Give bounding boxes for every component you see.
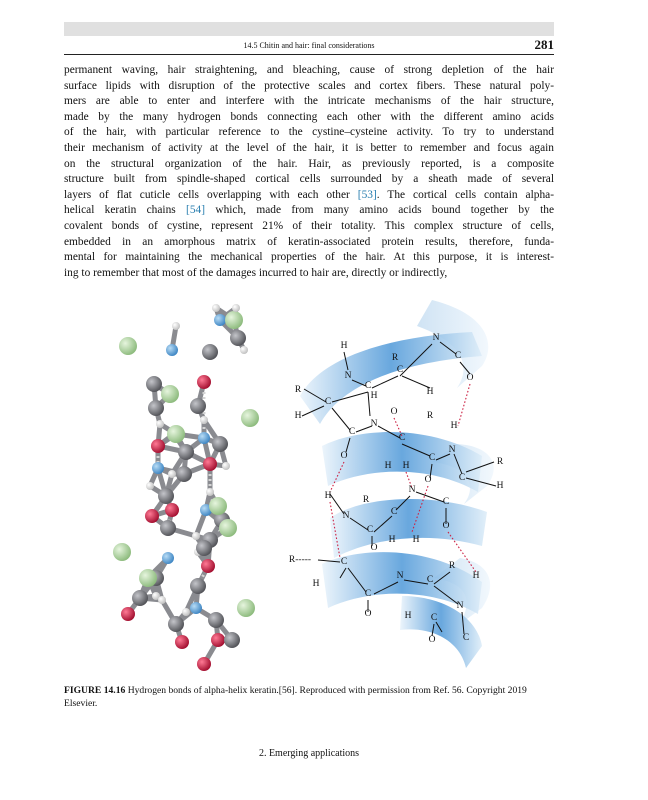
oxygen-label: O [424,475,432,485]
oxygen-atom [211,633,225,647]
side-chain-label: R [426,411,434,421]
side-chain-atom [237,599,255,617]
carbon-atom [168,616,184,632]
side-chain-label: R [496,457,504,467]
hydrogen-label: H [412,535,420,545]
nitrogen-label: N [342,511,350,521]
text-segment: permanent waving, hair straightening, and bleaching, cause of strong depletion of the hair [64,64,554,76]
nitrogen-label: N [408,485,416,495]
carbon-atom [160,520,176,536]
hydrogen-atom [146,482,154,490]
nitrogen-label: N [344,371,352,381]
text-line [64,250,554,266]
hydrogen-atom [182,608,190,616]
side-chain-atom [161,385,179,403]
oxygen-atom [121,607,135,621]
oxygen-atom [145,509,159,523]
text-segment: ing to remember that most of the damages incurred to hair are, directly or indirectly, [64,266,448,279]
carbon-atom [190,578,206,594]
figure-label: FIGURE 14.16 [64,685,126,696]
carbon-label: C [426,575,434,585]
carbon-label: C [366,525,374,535]
figure-caption-text: Hydrogen bonds of alpha-helix keratin.[56]. Reproduced with permission from Ref. 56. Copyright 2019 Elsevier. [64,685,527,709]
oxygen-atom [197,657,211,671]
oxygen-label: O [364,609,372,619]
text-segment: surface lipids with disruption of the protective scales and cortex fibers. These natural poly- [64,79,554,92]
text-line [64,141,554,157]
text-segment: . The cortical cells contain alpha- [376,188,554,201]
side-chain-atom [209,497,227,515]
oxygen-label: O [428,635,436,645]
oxygen-atom [201,559,215,573]
carbon-label: C [458,473,466,483]
side-chain-atom [119,337,137,355]
hydrogen-label: H [384,461,392,471]
carbon-label: C [390,507,398,517]
hydrogen-label: H [472,571,480,581]
text-line [64,203,554,219]
hydrogen-label: H [340,341,348,351]
carbon-atom [224,632,240,648]
carbon-atom [190,398,206,414]
oxygen-label: O [390,407,398,417]
nitrogen-label: N [396,571,404,581]
hydrogen-label: H [450,421,458,431]
nitrogen-label: N [432,333,440,343]
oxygen-atom [175,635,189,649]
text-line [64,157,554,173]
nitrogen-label: N [456,601,464,611]
side-chain-atom [241,409,259,427]
nitrogen-atom [214,314,226,326]
text-segment: which, made from many amino acids bound together by the [205,204,554,217]
side-chain-atom [167,425,185,443]
hydrogen-label: H [312,579,320,589]
hydrogen-atom [158,596,166,604]
text-line [64,125,554,141]
hydrogen-atom [192,532,200,540]
carbon-atom [230,330,246,346]
nitrogen-atom [162,552,174,564]
side-chain-atom [113,543,131,561]
side-chain-atom [139,569,157,587]
oxygen-atom [151,439,165,453]
side-chain-label: R----- [288,555,312,565]
hydrogen-label: H [496,481,504,491]
text-line [64,266,554,282]
carbon-label: C [364,589,372,599]
hydrogen-label: H [402,461,410,471]
alpha-helix-diagram [282,296,522,676]
text-line [64,110,554,126]
carbon-label: C [428,453,436,463]
carbon-atom [212,436,228,452]
page-number: 281 [534,37,554,52]
side-chain-label: R [448,561,456,571]
text-segment: helical keratin chains [64,204,187,217]
carbon-label: C [340,557,348,567]
hydrogen-label: H [388,535,396,545]
carbon-label: C [462,633,470,643]
carbon-atom [146,376,162,392]
carbon-label: C [364,381,372,391]
carbon-atom [176,466,192,482]
hydrogen-label: H [294,411,302,421]
citation-link[interactable]: [53] [357,188,377,201]
ball-and-stick-model [100,296,280,676]
hydrogen-bond [458,384,470,426]
hydrogen-atom [222,462,230,470]
side-chain-atom [225,311,243,329]
text-line [64,172,554,188]
hydrogen-atom [240,346,248,354]
nitrogen-atom [198,432,210,444]
carbon-atom [158,488,174,504]
hydrogen-atom [232,304,240,312]
figure-caption [64,684,554,710]
text-segment: covalent bonds of cystine, represent 21% of their totality. This complex structure of cells, [64,219,554,232]
oxygen-atom [165,503,179,517]
header-bar [64,22,554,36]
hydrogen-label: H [426,387,434,397]
carbon-label: C [454,351,462,361]
hydrogen-label: H [404,611,412,621]
text-line [64,219,554,235]
carbon-atom [208,612,224,628]
oxygen-atom [203,457,217,471]
citation-link[interactable]: [54] [186,204,206,217]
side-chain-label: R [391,353,399,363]
text-segment: structure built from spindle-shaped cortical cells surrounded by a sheath made of several [64,173,554,186]
text-segment: layers of flat cuticle cells overlapping with each other [64,188,358,201]
hydrogen-atom [212,304,220,312]
carbon-atom [196,540,212,556]
text-line [64,79,554,95]
body-paragraph [64,63,554,281]
hydrogen-atom [168,470,176,478]
text-segment: made by the many hydrogen bonds connecting each other with the different amino acids [64,110,554,123]
text-line [64,188,554,204]
carbon-atom [202,344,218,360]
oxygen-label: O [370,543,378,553]
hydrogen-atom [156,420,164,428]
hydrogen-atom [172,322,180,330]
carbon-label: C [442,497,450,507]
carbon-label: C [398,433,406,443]
oxygen-atom [197,375,211,389]
side-chain-atom [219,519,237,537]
carbon-label: C [396,365,404,375]
text-segment: mers are able to enter and interfere with the intricate mechanisms of the hair structure, [64,95,554,108]
oxygen-label: O [466,373,474,383]
side-chain-label: R [294,385,302,395]
running-head: 14.5 Chitin and hair: final considerations [243,41,375,50]
hydrogen-label: H [324,491,332,501]
carbon-label: C [430,613,438,623]
text-segment: their mechanism of activity at the level of the hair, it is better to remember and focus again [64,141,554,154]
text-segment: embedded in an amorphous matrix of keratin-associated protein results, therefore, funda- [64,235,554,248]
text-segment: mental for maintaining the mechanical properties of the hair. At this purpose, it is interest- [64,251,554,264]
hydrogen-atom [200,416,208,424]
text-segment: on the structural organization of the hair. Hair, as previously reported, is a composite [64,157,554,170]
carbon-atom [132,590,148,606]
text-line [64,235,554,251]
oxygen-label: O [340,451,348,461]
nitrogen-label: N [448,445,456,455]
nitrogen-label: N [370,419,378,429]
carbon-atom [148,400,164,416]
nitrogen-atom [152,462,164,474]
nitrogen-atom [166,344,178,356]
helix-bond [332,408,350,430]
carbon-atom [178,444,194,460]
text-line [64,94,554,110]
nitrogen-atom [190,602,202,614]
text-line [64,63,554,79]
carbon-label: C [324,397,332,407]
section-footer: 2. Emerging applications [258,748,360,759]
hydrogen-atom [206,488,214,496]
hydrogen-label: H [370,391,378,401]
side-chain-label: R [362,495,370,505]
oxygen-label: O [442,521,450,531]
text-segment: of the hair, with particular reference to the cystine–cysteine activity. To try to understand [64,126,554,139]
carbon-label: C [348,427,356,437]
header-rule [64,54,554,55]
